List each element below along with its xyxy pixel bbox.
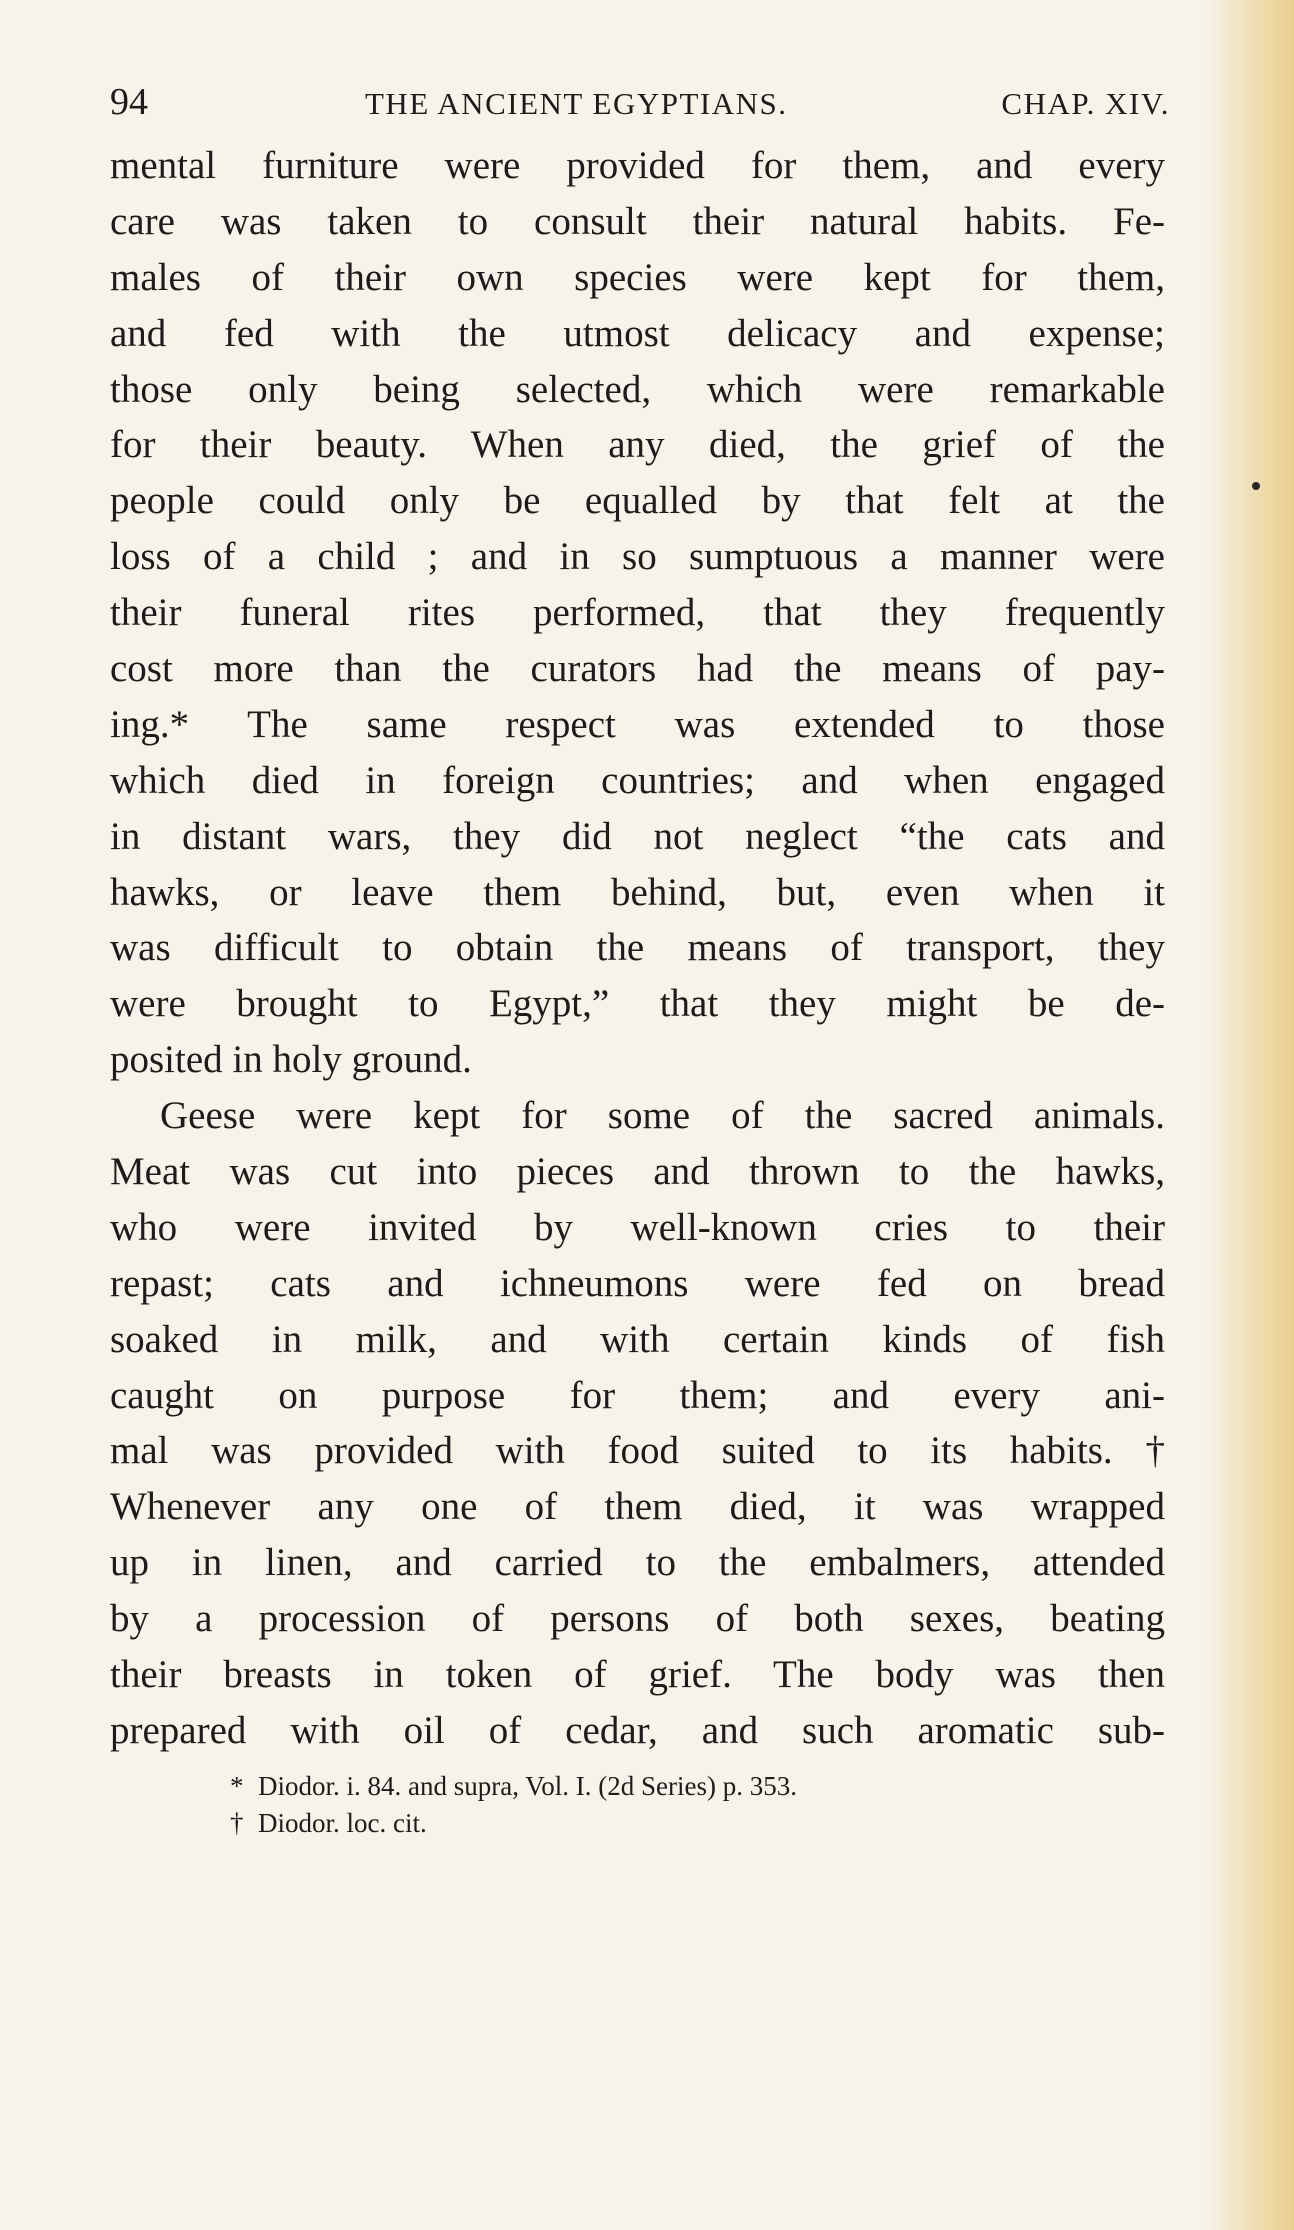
text-line: loss of a child ; and in so sumptuous a manner were — [110, 535, 1165, 579]
text-line: their breasts in token of grief. The body was then — [110, 1653, 1165, 1697]
text-line: was difficult to obtain the means of transport, they — [110, 926, 1165, 970]
text-line: posited in holy ground. — [110, 1038, 472, 1082]
text-line: soaked in milk, and with certain kinds of fish — [110, 1317, 1165, 1361]
footnotes — [230, 1768, 1130, 1842]
text-line: males of their own species were kept for them, — [110, 255, 1165, 299]
text-line: care was taken to consult their natural habits. Fe- — [110, 199, 1165, 243]
text-line: were brought to Egypt,” that they might be de- — [110, 982, 1165, 1026]
footnote-text: Diodor. i. 84. and supra, Vol. I. (2d Series) p. 353. — [258, 1771, 797, 1801]
text-line: hawks, or leave them behind, but, even when it — [110, 870, 1165, 914]
body-text — [110, 138, 1165, 1759]
text-line: those only being selected, which were remarkable — [110, 367, 1165, 411]
text-line: mental furniture were provided for them, and every — [110, 144, 1165, 187]
text-line: up in linen, and carried to the embalmers, attended — [110, 1541, 1165, 1585]
text-line: which died in foreign countries; and when engaged — [110, 758, 1165, 802]
text-line: repast; cats and ichneumons were fed on bread — [110, 1261, 1165, 1305]
text-line: mal was provided with food suited to its habits.† — [110, 1429, 1165, 1473]
footnote — [230, 1768, 1130, 1805]
paragraph-start-line: Geese were kept for some of the sacred animals. — [160, 1094, 1165, 1138]
text-line: caught on purpose for them; and every ani- — [110, 1373, 1165, 1417]
text-line: cost more than the curators had the means of pay- — [110, 647, 1165, 691]
text-line: Meat was cut into pieces and thrown to the hawks, — [110, 1150, 1165, 1194]
text-line: and fed with the utmost delicacy and expense; — [110, 311, 1165, 355]
text-line: who were invited by well-known cries to their — [110, 1205, 1165, 1249]
text-line: by a procession of persons of both sexes, beating — [110, 1597, 1165, 1641]
footnote-text: Diodor. loc. cit. — [258, 1808, 427, 1838]
running-title: THE ANCIENT EGYPTIANS. — [365, 86, 788, 121]
chapter-label: CHAP. XIV. — [1001, 86, 1170, 121]
text-line: ing.* The same respect was extended to those — [110, 702, 1165, 746]
text-line: people could only be equalled by that felt at the — [110, 479, 1165, 523]
text-line: for their beauty. When any died, the grief of the — [110, 423, 1165, 467]
ink-speck — [1252, 482, 1260, 490]
text-line: prepared with oil of cedar, and such aromatic sub- — [110, 1708, 1165, 1752]
running-header — [110, 80, 1170, 130]
footnote-mark: * — [230, 1771, 244, 1801]
text-line: in distant wars, they did not neglect “the cats and — [110, 814, 1165, 858]
text-line: their funeral rites performed, that they frequently — [110, 591, 1165, 635]
text-line: Whenever any one of them died, it was wrapped — [110, 1485, 1165, 1529]
page-number: 94 — [110, 81, 148, 123]
footnote — [230, 1805, 1130, 1842]
page-edge-shading — [1248, 0, 1294, 2230]
footnote-mark: † — [230, 1808, 244, 1838]
